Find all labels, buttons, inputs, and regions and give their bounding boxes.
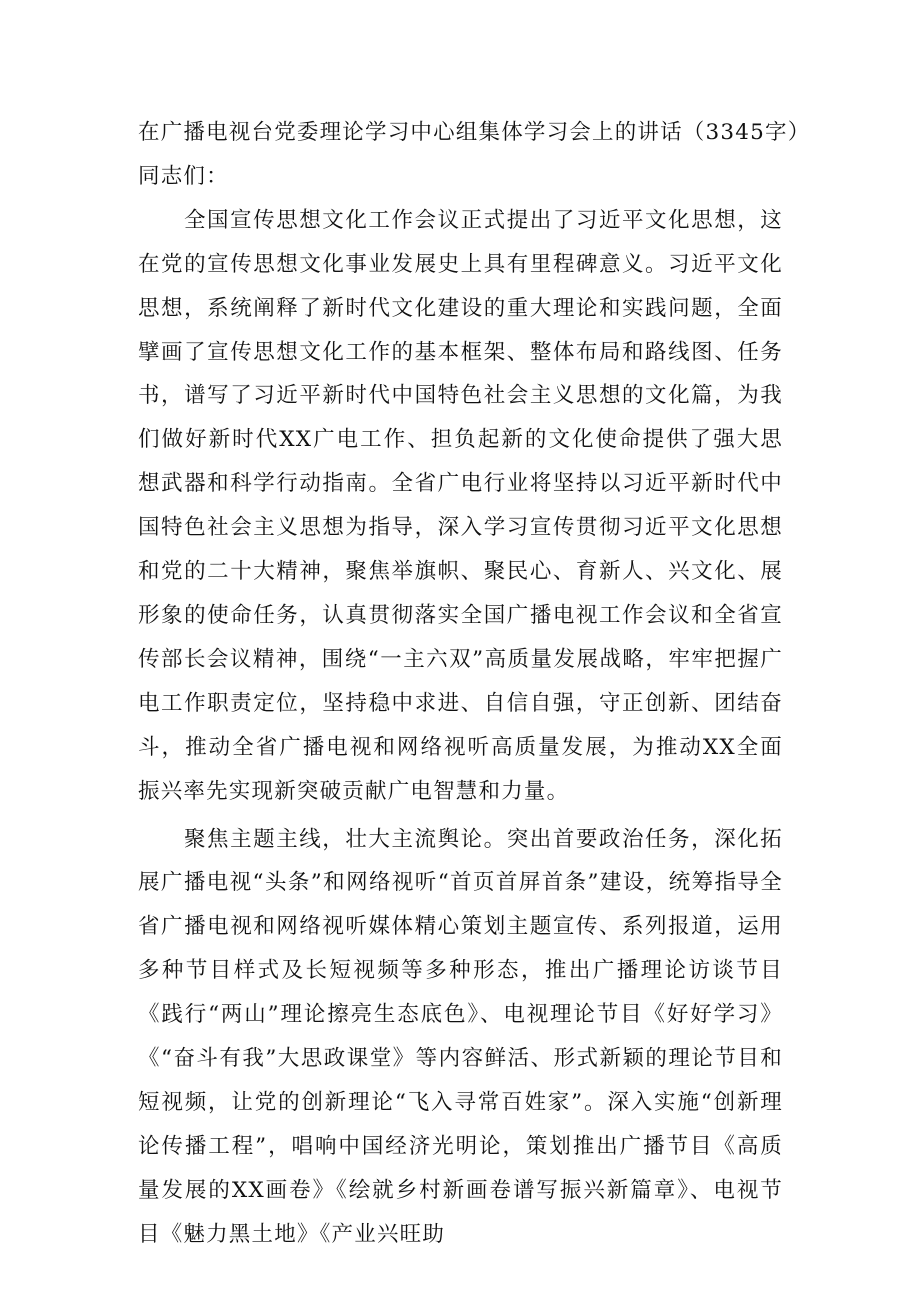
paragraph-1: 全国宣传思想文化工作会议正式提出了习近平文化思想，这在党的宣传思想文化事业发展史上具有里程碑意义。习近平文化思想，系统阐释了新时代文化建设的重大理论和实践问题，全面擘画了宣传思想文化工作的基本框架、整体布局和路线图、任务书，谱写了习近平新时代中国特色社会主义思想的文化篇，为我们做好新时代XX广电工作、担负起新的文化使命提供了强大思想武器和科学行动指南。全省广电行业将坚持以习近平新时代中国特色社会主义思想为指导，深入学习宣传贯彻习近平文化思想和党的二十大精神，聚焦举旗帜、聚民心、育新人、兴文化、展形象的使命任务，认真贯彻落实全国广播电视工作会议和全省宣传部长会议精神，围绕“一主六双”高质量发展战略，牢牢把握广电工作职责定位，坚持稳中求进、自信自强，守正创新、团结奋斗，推动全省广播电视和网络视听高质量发展，为推动XX全面振兴率先实现新突破贡献广电智慧和力量。 bbox=[138, 207, 783, 804]
document-title: 在广播电视台党委理论学习中心组集体学习会上的讲话（3345字） bbox=[138, 120, 811, 145]
document-body bbox=[138, 111, 811, 1257]
greeting: 同志们： bbox=[138, 163, 229, 189]
paragraph-2: 聚焦主题主线，壮大主流舆论。突出首要政治任务，深化拓展广播电视“头条”和网络视听“首页首屏首条”建设，统筹指导全省广播电视和网络视听媒体精心策划主题宣传、系列报道，运用多种节目样式及长短视频等多种形态，推出广播理论访谈节目《践行“两山”理论擦亮生态底色》、电视理论节目《好好学习》《“奋斗有我”大思政课堂》等内容鲜活、形式新颖的理论节目和短视频，让党的创新理论“飞入寻常百姓家”。深入实施“创新理论传播工程”，唱响中国经济光明论，策划推出广播节目《高质量发展的XX画卷》《绘就乡村新画卷谱写振兴新篇章》、电视节目《魅力黑土地》《产业兴旺助 bbox=[138, 826, 783, 1247]
